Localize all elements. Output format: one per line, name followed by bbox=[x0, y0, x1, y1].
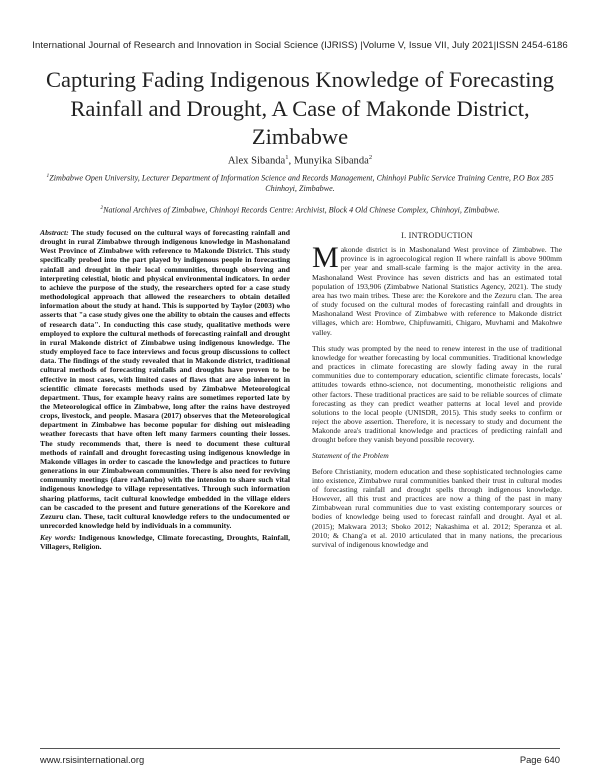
abstract-text: The study focused on the cultural ways of forecasting rainfall and drought in rural Zimbabwe through indigenous knowledge in Mashonaland West Province of Zimbabwe with reference to Makonde District. This study specifically probed into the part played by indigenous people in forecasting rainfall and drought in their local communities, through observing and interpreting celestial, biotic and physical environmental indicators. In order to achieve the purpose of the study, the researchers opted for a case study methodological approach that allowed the researchers to obtain detailed information about the study at hand. This is supported by Taylor (2003) who asserts that "a case study gives one the ability to obtain the causes and effects of research data". In conducting this case study, qualitative methods were employed to explore the cultural methods of forecasting rainfall and drought in rural Makonde district of Zimbabwe using indigenous knowledge. The study employed face to face interviews and focus group discussions to collect data. The findings of the study revealed that in Makonde district, traditional cultural methods of forecasting rainfalls and droughts have proven to be effective in most cases, with limited cases of flaws that are also inherent in scientific climate forecasts methods used by Zimbabwe Meteorological department. Thus, for example heavy rains are sometimes reported late by the Meteorological office in Zimbabwe, long after the rains have destroyed crops, livestock, and people. Masara (2017) observes that the Meteorological department in Zimbabwe has become popular for dishing out misleading weather forecasts that have often left many farmers counting their losses. The study recommends that, there is need to document these cultural methods of rainfall and drought forecasting using indigenous knowledge in Makonde villages in order to cascade the knowledge and practices to future generations in our Zimbabwean communities. There is also need for reviving community meetings (dare raMambo) with the intension to share such vital indigenous knowledge to village representatives. Through such information sharing platforms, tacit cultural knowledge embedded in the village elders can be cascaded to the present and future generations of the Korekore and Zezuru clan. These, tacit cultural knowledge refers to the undocumented or unrecorded knowledge held by individuals in a community. bbox=[40, 228, 290, 530]
paragraph-text: akonde district is in Mashonaland West province of Zimbabwe. The province is in agroecological region II where rainfall is above 900mm per year and small-scale farming is the major activity in the area. Mashonaland West Province has seven districts and has an estimated total population of 193,906 (Zimbabwe National Statistics Agency, 2021). The study area has two main tribes. These are: the Korekore and the Zezuru clan. The area of study focused on the cultural modes of forecasting rainfall and droughts in Mashonaland West Province of Zimbabwe with reference to Makonde district villages, which are: Hombwe, Chipfuwamiti, Chigaro, Muvhami and Makohwe valley. bbox=[312, 245, 562, 337]
keywords-text: Indigenous knowledge, Climate forecasting, Droughts, Rainfall, Villagers, Religion. bbox=[40, 533, 290, 552]
paragraph bbox=[312, 241, 562, 337]
affiliation-superscript: 2 bbox=[100, 205, 104, 211]
affiliation-superscript: 1 bbox=[46, 173, 50, 179]
author-superscript: 1 bbox=[285, 154, 289, 161]
subsection-heading: Statement of the Problem bbox=[312, 451, 389, 461]
footer-site: www.rsisinternational.org bbox=[40, 754, 145, 765]
abstract bbox=[40, 228, 290, 530]
affiliation bbox=[40, 171, 560, 194]
running-head: International Journal of Research and Innovation in Social Science (IJRISS) |Volume V, Issue VII, July 2021|ISSN 2454-6186 bbox=[32, 40, 568, 51]
affiliation bbox=[40, 203, 560, 216]
footer-rule bbox=[40, 748, 560, 749]
affiliation-text: National Archives of Zimbabwe, Chinhoyi Records Centre: Archivist, Block 4 Old Chinese Complex, Chinhoyi, Zimbabwe. bbox=[103, 205, 500, 215]
author-name: Alex Sibanda bbox=[227, 155, 286, 167]
author-separator: , bbox=[288, 155, 294, 167]
section-heading: I. INTRODUCTION bbox=[401, 231, 473, 240]
paper-title: Capturing Fading Indigenous Knowledge of Forecasting Rainfall and Drought, A Case of Makonde District, Zimbabwe bbox=[45, 67, 555, 149]
author-line bbox=[0, 154, 600, 167]
footer-page-number: Page 640 bbox=[519, 754, 560, 765]
affiliation-text: Zimbabwe Open University, Lecturer Department of Information Science and Records Management, Chinhoyi Public Service Training Centre, P.O Box 285 Chinhoyi, Zimbabwe. bbox=[49, 173, 554, 193]
author-superscript: 2 bbox=[368, 154, 373, 161]
keywords bbox=[40, 533, 290, 551]
left-column bbox=[40, 228, 290, 551]
keywords-label: Key words: bbox=[40, 533, 76, 543]
abstract-label: Abstract: bbox=[40, 228, 69, 237]
drop-cap: M bbox=[312, 241, 339, 275]
paragraph: Before Christianity, modern education and these sophisticated technologies came into existence, Zimbabwe rural communities banked their trust in cultural modes of forecasting rainfall and drought spells through indigenous knowledge. However, all this trust and practices are now a thing of the past in many Zimbabwean rural communities due to vast existing contemporary sources or bodies of knowledge being used to forecast rainfall and drought. Ayal et al. (2015); Makwara 2013; Sboko 2012; Nakashima et al. 2012; Speranza et al. 2010; & Chang'a et al. 2010 articulated that in many nations, the precarious survival of indigenous knowledge and bbox=[312, 466, 562, 549]
right-column bbox=[312, 228, 562, 736]
paragraph: This study was prompted by the need to renew interest in the use of traditional knowledge for weather forecasting by local communities. Traditional knowledge and practices in climate forecasting are slowly fading away in the rural communities due to contemporary education, scientific climate forecasts, locals' attitudes towards ethno-science, not documenting, monotheistic religions and other factors. These traditional practices are said to be reliable sources of climate forecasting as they can predict weather patterns at local level and provide solutions to the local people (UNISDR, 2015). This study seeks to confirm or reject the above assertion. Therefore, it is necessary to study and document the Makonde area's traditional knowledge and practices of predicting rainfall and drought before they vanish beyond possible recovery. bbox=[312, 343, 562, 445]
author-name: Munyika Sibanda bbox=[293, 155, 369, 167]
